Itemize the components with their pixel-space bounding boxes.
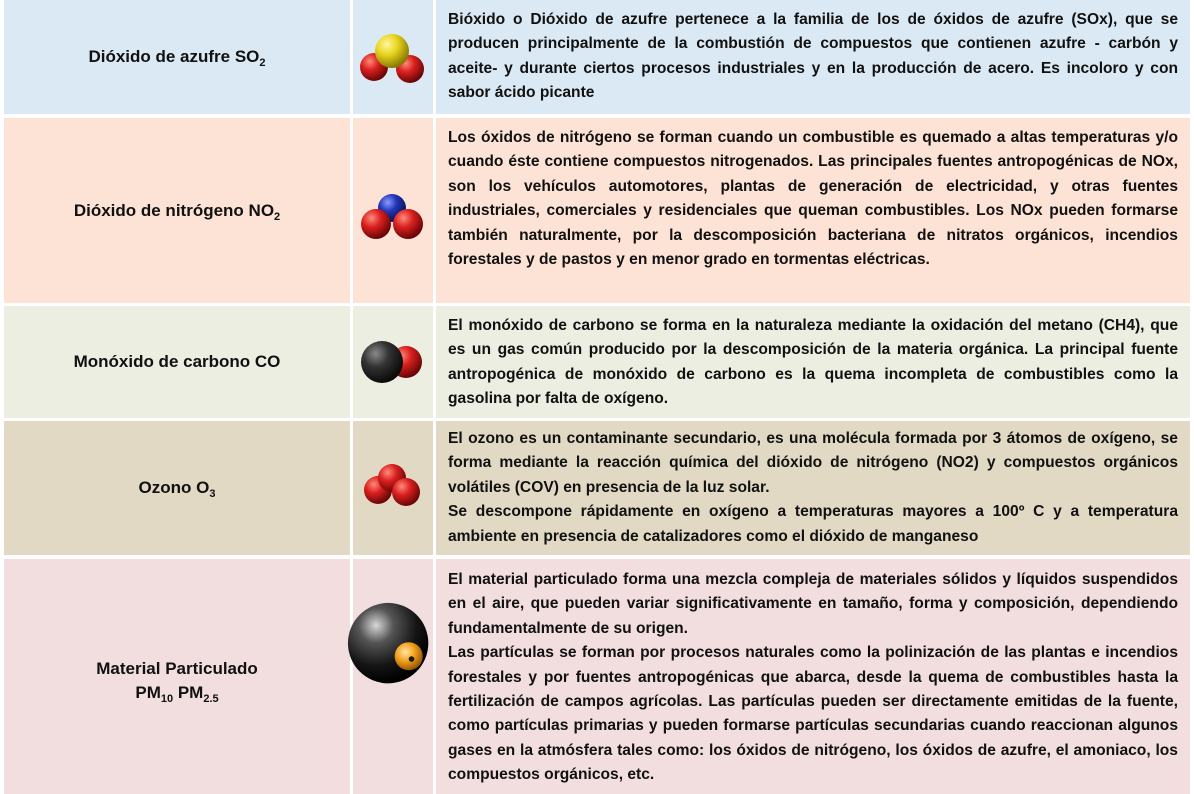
molecule-cell: [353, 559, 433, 794]
table-row-o3: [0, 421, 1194, 555]
pollutant-name-cell: [4, 421, 350, 555]
pm-sizes: $PM_{10}$ $PM_{2.5}$: [135, 682, 219, 705]
pollutant-description: Los óxidos de nitrógeno se forman cuando un combustible es quemado a altas temperaturas y/o cuando éste contiene compuestos nitrogenados. Las principales fuentes antropogénicas de NOx, son los vehículos automotores, plantas de generación de electricidad, y otras fuentes industriales, comerciales y residenciales que queman combustibles. Los NOx pueden formarse también naturalmente, por la descomposición bacteriana de nitratos orgánicos, incendios forestales y de pastos y en menor grado en tormentas eléctricas.: [448, 129, 1178, 269]
pollutant-name: Monóxido de carbono CO: [73, 352, 281, 372]
nitrogen-dioxide-molecule-icon: [358, 186, 428, 246]
pollutant-description: El material particulado forma una mezcla compleja de materiales sólidos y líquidos suspendidos en el aire, que pueden variar significativamente en tamaño, forma y composición, dependiendo fundamentalmente de su origen.: [448, 571, 1178, 637]
pollutant-description: Bióxido o Dióxido de azufre pertenece a la familia de los de óxidos de azufre (SOx), que se producen principalmente de la combustión de compuestos que contienen azufre - carbón y aceite- y durante ciertos procesos industriales y en la producción de acero. Es incoloro y con sabor ácido picante: [448, 11, 1178, 102]
table-row-pm: [0, 559, 1194, 794]
pollutant-name-cell: [4, 118, 350, 303]
pollutant-description-2: Las partículas se forman por procesos naturales como la polinización de las plantas e incendios forestales y por fuentes antropogénicas que abarca, desde la quema de combustibles hasta la fertilización de campos agrícolas. Las partículas pueden ser directamente emitidas de la fuente, como partículas primarias y pueden formarse partículas secundarias cuando reaccionan algunos gases en la atmósfera tales como: los óxidos de nitrógeno, los óxidos de azufre, el amoniaco, los compuestos orgánicos, etc.: [448, 644, 1178, 784]
pollutant-name: [96, 657, 258, 705]
pollutant-name: Ozono $O_3$: [138, 478, 216, 501]
pollutant-description-cell: [436, 118, 1190, 303]
pollutant-name-cell: [4, 306, 350, 418]
table-row-co: [0, 306, 1194, 418]
ozone-molecule-icon: [358, 458, 428, 514]
table-row-no2: [0, 118, 1194, 303]
particulate-matter-icon: [347, 599, 433, 691]
pollutant-name-cell: [4, 0, 350, 114]
molecule-cell: [353, 118, 433, 303]
pollutant-description: El monóxido de carbono se forma en la naturaleza mediante la oxidación del metano (CH4), que es un gas común producido por la descomposición de la materia orgánica. La principal fuente antropogénica de monóxido de carbono es la quema incompleta de combustibles como la gasolina por falta de oxígeno.: [448, 317, 1178, 408]
pollutant-description-2: Se descompone rápidamente en oxígeno a temperaturas mayores a 100º C y a temperatura ambiente en presencia de catalizadores como el dióxido de manganeso: [448, 503, 1178, 545]
pollutant-name: Dióxido de azufre $SO_2$: [88, 47, 266, 70]
molecule-cell: [353, 306, 433, 418]
carbon-monoxide-molecule-icon: [358, 334, 428, 390]
pollutant-name: Dióxido de nitrógeno $NO_2$: [73, 200, 281, 223]
pollutant-description-cell: [436, 421, 1190, 555]
pollutant-description-cell: [436, 559, 1190, 794]
pollutant-name-line: Material Particulado: [96, 658, 258, 678]
pollutant-description: El ozono es un contaminante secundario, es una molécula formada por 3 átomos de oxígeno, se forma mediante la reacción química del dióxido de nitrógeno (NO2) y compuestos orgánicos volátiles (COV) en presencia de la luz solar.: [448, 430, 1178, 496]
molecule-cell: [353, 421, 433, 555]
sulfur-dioxide-molecule-icon: [358, 27, 428, 87]
molecule-cell: [353, 0, 433, 114]
pollutant-description-cell: [436, 0, 1190, 114]
pollutant-description-cell: [436, 306, 1190, 418]
pollutant-name-cell: [4, 559, 350, 794]
table-row-so2: [0, 0, 1194, 114]
